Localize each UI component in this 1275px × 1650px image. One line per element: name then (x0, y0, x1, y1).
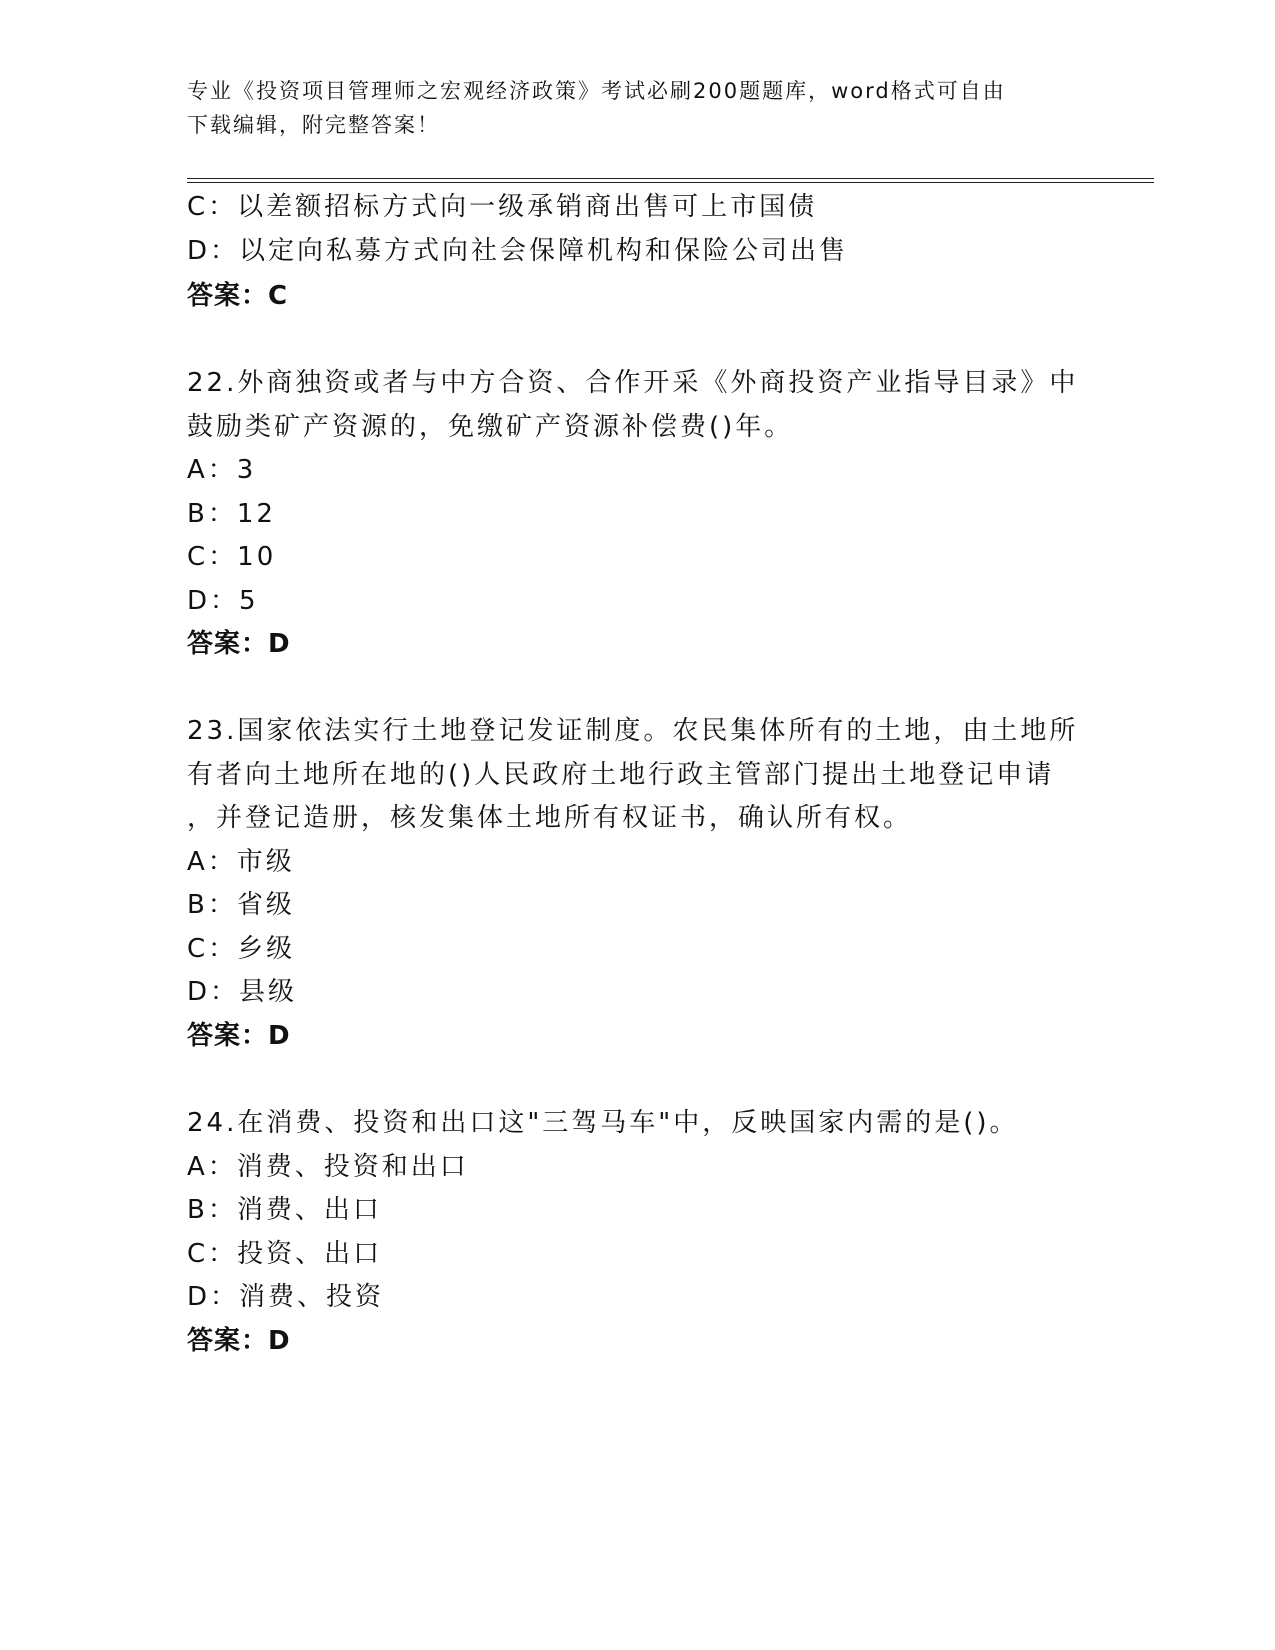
q23-answer: 答案：D (187, 1021, 291, 1051)
q23-stem-line-1: 23.国家依法实行土地登记发证制度。农民集体所有的土地，由土地所 (187, 716, 1079, 746)
q23-stem-line-3: ，并登记造册，核发集体土地所有权证书，确认所有权。 (187, 803, 913, 833)
header-divider-top (187, 178, 1154, 179)
q24-stem-line-1: 24.在消费、投资和出口这"三驾马车"中，反映国家内需的是()。 (187, 1108, 1019, 1138)
q23-option-d: D：县级 (187, 977, 298, 1007)
q22-stem-line-2: 鼓励类矿产资源的，免缴矿产资源补偿费()年。 (187, 412, 794, 442)
q22-option-a: A：3 (187, 455, 257, 485)
q24-option-d: D：消费、投资 (187, 1282, 385, 1312)
q24-option-b: B：消费、出口 (187, 1195, 382, 1225)
q24-option-a: A：消费、投资和出口 (187, 1152, 469, 1182)
q24-answer: 答案：D (187, 1326, 291, 1356)
q23-option-b: B：省级 (187, 890, 295, 920)
q22-option-d: D：5 (187, 586, 259, 616)
q24-option-c: C：投资、出口 (187, 1239, 383, 1269)
q22-stem-line-1: 22.外商独资或者与中方合资、合作开采《外商投资产业指导目录》中 (187, 368, 1079, 398)
q23-option-c: C：乡级 (187, 934, 296, 964)
q21-option-d: D：以定向私募方式向社会保障机构和保险公司出售 (187, 236, 849, 266)
q22-option-b: B：12 (187, 499, 276, 529)
q21-answer: 答案：C (187, 281, 289, 311)
q22-answer: 答案：D (187, 629, 291, 659)
header-divider-bottom (187, 182, 1154, 183)
q23-option-a: A：市级 (187, 847, 295, 877)
header-note (187, 74, 1087, 142)
q23-stem-line-2: 有者向土地所在地的()人民政府土地行政主管部门提出土地登记申请 (187, 760, 1055, 790)
q22-option-c: C：10 (187, 542, 277, 572)
header-line-2: 下载编辑，附完整答案！ (187, 113, 440, 137)
q21-option-c: C：以差额招标方式向一级承销商出售可上市国债 (187, 192, 818, 222)
header-line-1: 专业《投资项目管理师之宏观经济政策》考试必刷200题题库，word格式可自由 (187, 79, 1006, 103)
